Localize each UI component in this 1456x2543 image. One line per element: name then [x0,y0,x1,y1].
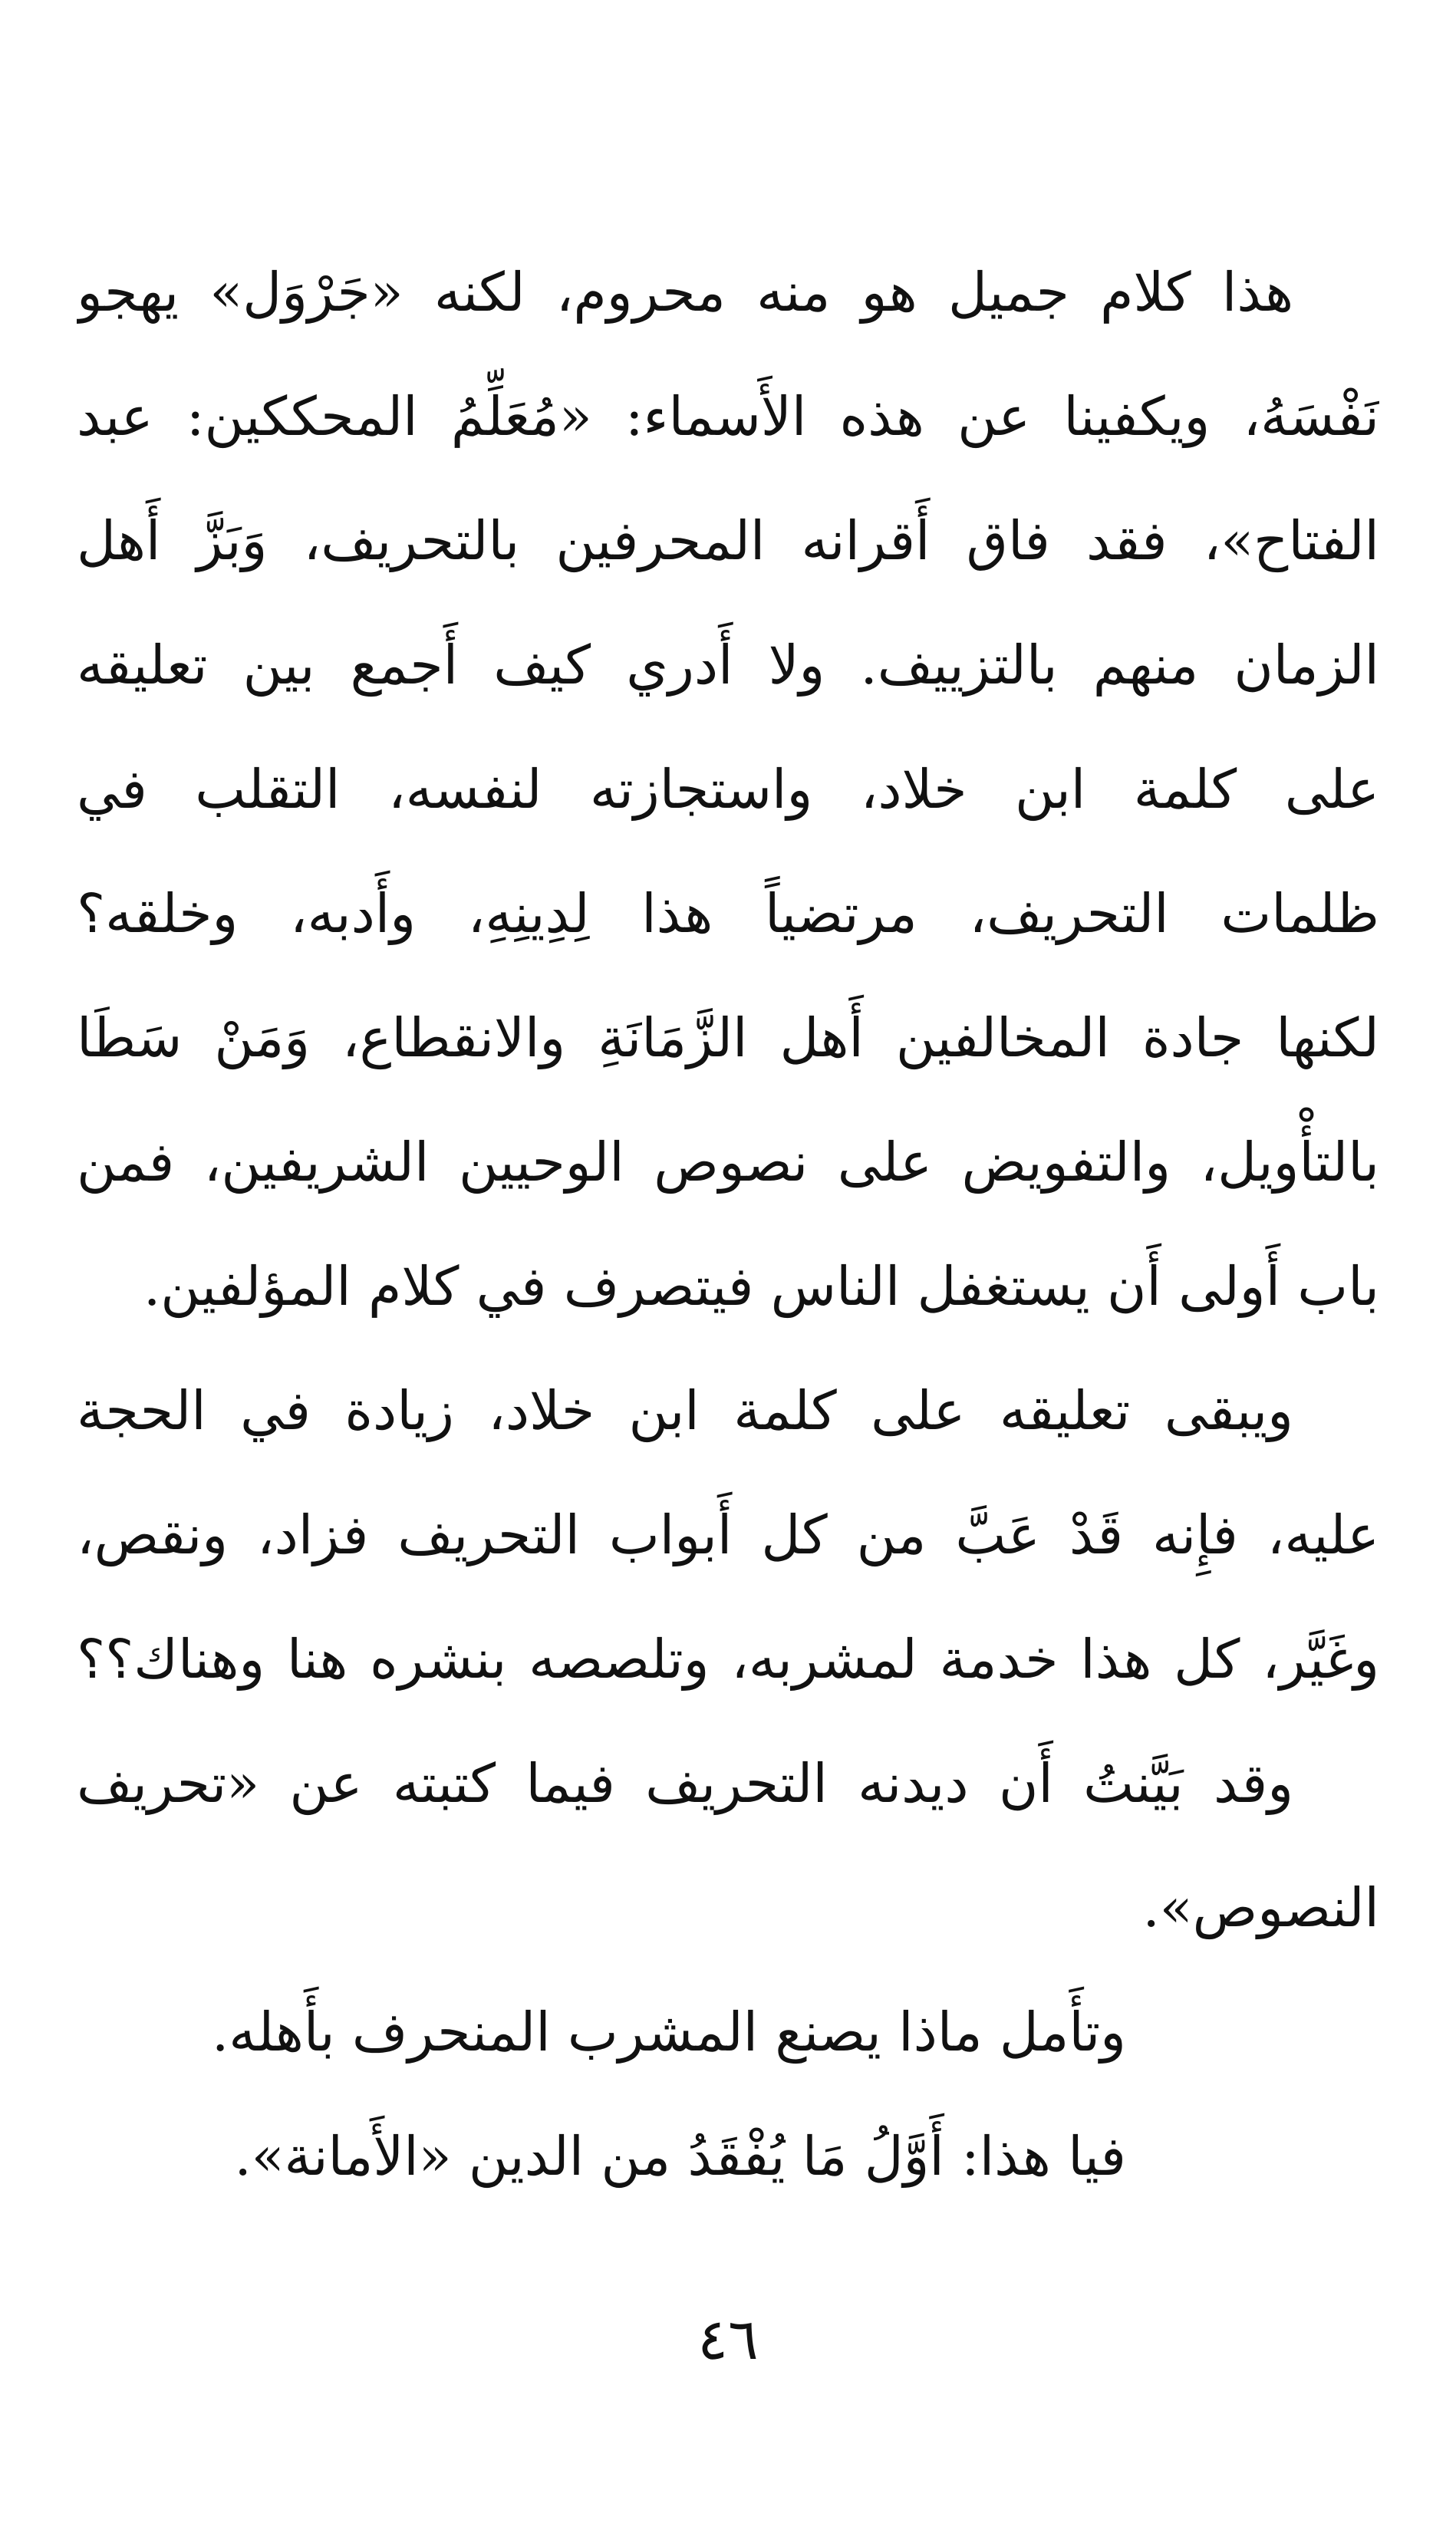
body-text [77,230,1379,2219]
text-line: وتأَمل ماذا يصنع المشرب المنحرف بأَهله. [211,2001,1126,2064]
text-line: عليه، فإِنه قَدْ عَبَّ من كل أَبواب التحريف فزاد، ونقص، [77,1504,1379,1566]
text-line: وقد بَيَّنتُ أَن ديدنه التحريف فيما كتبته عن «تحريف [77,1752,1293,1815]
text-line: ظلمات التحريف، مرتضياً هذا لِدِينِهِ، وأَدبه، وخلقه؟ [77,882,1379,945]
text-line: النصوص». [1142,1876,1379,1939]
text-line: ويبقى تعليقه على كلمة ابن خلاد، زيادة في الحجة [77,1379,1293,1442]
text-line: نَفْسَهُ، ويكفينا عن هذه الأَسماء: «مُعَلِّمُ المحككين: عبد [77,385,1379,448]
text-line: وغَيَّر، كل هذا خدمة لمشربه، وتلصصه بنشره هنا وهناك؟؟ [77,1628,1379,1691]
text-line: الفتاح»، فقد فاق أَقرانه المحرفين بالتحريف، وَبَزَّ أَهل [77,509,1379,572]
text-line: هذا كلام جميل هو منه محروم، لكنه «جَرْوَل» يهجو [77,261,1293,324]
text-line: لكنها جادة المخالفين أَهل الزَّمَانَةِ والانقطاع، وَمَنْ سَطَا [77,1006,1379,1069]
text-line: باب أَولى أَن يستغفل الناس فيتصرف في كلام المؤلفين. [143,1255,1379,1318]
text-line: على كلمة ابن خلاد، واستجازته لنفسه، التقلب في [77,758,1379,821]
text-line: الزمان منهم بالتزييف. ولا أَدري كيف أَجمع بين تعليقه [77,634,1379,697]
page-number: ٤٦ [697,2307,759,2373]
text-line: فيا هذا: أَوَّلُ مَا يُفْقَدُ من الدين «الأَمانة». [234,2125,1126,2188]
text-line: بالتأْويل، والتفويض على نصوص الوحيين الشريفين، فمن [77,1131,1379,1194]
